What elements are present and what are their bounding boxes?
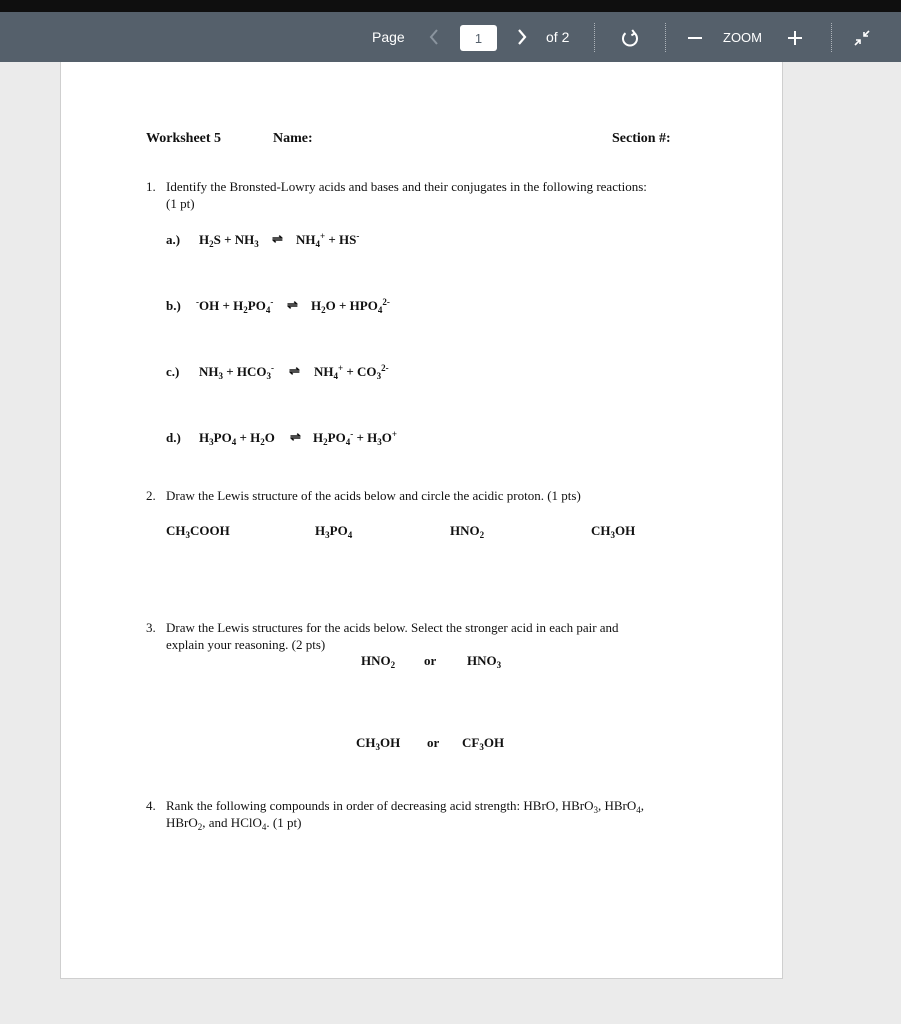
q1c-reactants: $NH_3 + HCO_3^-$	[199, 363, 275, 381]
q4-text-line1: Rank the following compounds in order of decreasing acid strength: HBrO, HBrO$_3$, HBrO$_4$,	[166, 798, 644, 815]
q2-text: Draw the Lewis structure of the acids below and circle the acidic proton. (1 pts)	[166, 488, 581, 503]
q1d-label: d.)	[166, 430, 181, 445]
q2-acid-hno2: $HNO_2$	[450, 523, 485, 540]
q1d-reactants: $H_3PO_4 + H_2O$	[199, 430, 275, 447]
q4-prefix: Rank the following compounds in order of decreasing acid strength: HBrO, HBrO	[166, 798, 594, 813]
q1-number: 1.	[146, 179, 156, 194]
q4-text-line2: HBrO$_2$, and HClO$_4$. (1 pt)	[166, 815, 302, 832]
q1b-products: $H_2O + HPO_4^{2-}$	[311, 297, 390, 315]
reset-view-button[interactable]	[617, 25, 643, 51]
previous-page-button[interactable]	[424, 25, 444, 49]
q3-or-1: or	[424, 653, 437, 668]
reset-icon	[619, 27, 641, 49]
toolbar-divider	[594, 23, 595, 52]
q1b-label: b.)	[166, 298, 181, 313]
q3-acid-hno3: $HNO_3$	[467, 653, 502, 670]
q1a-products: $NH_4^+ + HS^-$	[296, 231, 360, 249]
q1c-products: $NH_4^+ + CO_3^{2-}$	[314, 363, 389, 381]
plus-icon	[787, 30, 803, 46]
toolbar-divider	[665, 23, 666, 52]
q2-acid-ch3cooh: $CH_3COOH$	[166, 523, 230, 540]
q4-points: . (1 pt)	[266, 815, 302, 830]
equilibrium-arrow-icon: ⇌	[287, 297, 298, 312]
worksheet-title: Worksheet 5	[146, 131, 222, 146]
q4-number: 4.	[146, 798, 156, 813]
page-count-label: of 2	[546, 29, 570, 45]
chevron-left-icon	[428, 28, 440, 46]
q1c-label: c.)	[166, 364, 180, 379]
q3-number: 3.	[146, 620, 156, 635]
equilibrium-arrow-icon: ⇌	[289, 363, 300, 378]
q1d-products: $H_2PO_4^- + H_3O^+$	[313, 429, 397, 447]
q3-text-line1: Draw the Lewis structures for the acids below. Select the stronger acid in each pair and	[166, 620, 619, 635]
toolbar-divider	[831, 23, 832, 52]
chevron-right-icon	[516, 28, 528, 46]
page-label: Page	[372, 29, 405, 45]
q1-text: Identify the Bronsted-Lowry acids and bases and their conjugates in the following reactions:	[166, 179, 647, 194]
q1a-label: a.)	[166, 232, 181, 247]
minus-icon	[687, 30, 703, 46]
next-page-button[interactable]	[512, 25, 532, 49]
page-number-input[interactable]	[460, 25, 497, 51]
q3-acid-cf3oh: $CF_3OH$	[462, 735, 505, 752]
equilibrium-arrow-icon: ⇌	[290, 429, 301, 444]
pdf-toolbar	[0, 12, 901, 62]
q1b-reactants: $^-OH + H_2PO_4^-$	[196, 297, 274, 315]
q3-or-2: or	[427, 735, 440, 750]
q2-acid-h3po4: $H_3PO_4$	[315, 523, 353, 540]
zoom-out-button[interactable]	[684, 25, 706, 51]
q2-acid-ch3oh: $CH_3OH$	[591, 523, 636, 540]
window-top-strip	[0, 0, 901, 12]
section-label: Section #:	[612, 131, 671, 146]
zoom-in-button[interactable]	[784, 25, 806, 51]
q3-acid-ch3oh: $CH_3OH$	[356, 735, 401, 752]
q4-suffix: , and HClO	[202, 815, 262, 830]
fit-page-button[interactable]	[850, 25, 874, 51]
name-label: Name:	[273, 131, 313, 146]
q1-points: (1 pt)	[166, 196, 195, 211]
q2-number: 2.	[146, 488, 156, 503]
q3-text-line2: explain your reasoning. (2 pts)	[166, 637, 326, 652]
fit-page-icon	[852, 28, 872, 48]
q3-acid-hno2: $HNO_2$	[361, 653, 396, 670]
equilibrium-arrow-icon: ⇌	[272, 231, 283, 246]
q1a-reactants: $H_2S + NH_3$	[199, 232, 259, 249]
zoom-label: ZOOM	[723, 29, 762, 45]
